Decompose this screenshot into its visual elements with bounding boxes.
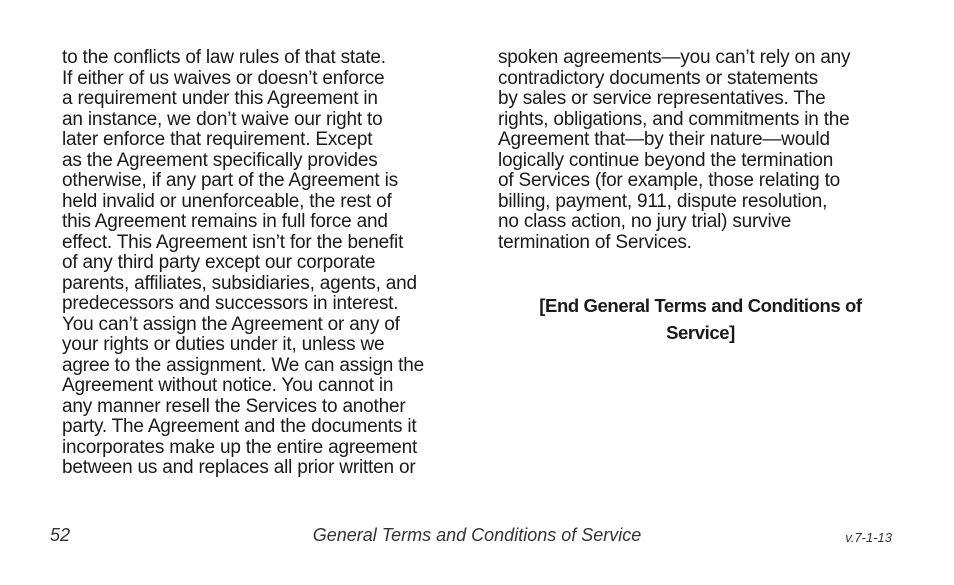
text-line: later enforce that requirement. Except bbox=[62, 129, 373, 150]
text-line: to the conflicts of law rules of that state. bbox=[62, 47, 386, 68]
text-line: of any third party except our corporate bbox=[62, 252, 376, 273]
text-line: termination of Services. bbox=[498, 231, 692, 253]
text-line: as the Agreement specifically provides bbox=[62, 149, 378, 171]
text-line: You can’t assign the Agreement or any of bbox=[62, 313, 400, 335]
text-line: rights, obligations, and commitments in the bbox=[498, 108, 850, 130]
page-number: 52 bbox=[50, 525, 71, 545]
text-line: spoken agreements—you can’t rely on any bbox=[498, 47, 851, 68]
end-section-heading bbox=[498, 292, 903, 346]
text-line: predecessors and successors in interest. bbox=[62, 293, 399, 314]
text-line: this Agreement remains in full force and bbox=[62, 211, 388, 232]
footer-title: General Terms and Conditions of Service bbox=[312, 525, 642, 545]
text-line: logically continue beyond the termination bbox=[498, 149, 834, 171]
text-line: incorporates make up the entire agreement bbox=[62, 436, 418, 458]
end-heading-line: [End General Terms and Conditions of bbox=[539, 295, 862, 316]
text-line: any manner resell the Services to another bbox=[62, 395, 406, 417]
text-line: Agreement that—by their nature—would bbox=[498, 129, 830, 150]
text-line: parents, affiliates, subsidiaries, agents, and bbox=[62, 272, 417, 294]
text-line: by sales or service representatives. The bbox=[498, 88, 826, 109]
text-line: your rights or duties under it, unless we bbox=[62, 334, 385, 355]
text-line: Agreement without notice. You cannot in bbox=[62, 375, 394, 396]
text-line: a requirement under this Agreement in bbox=[62, 88, 378, 109]
text-line: no class action, no jury trial) survive bbox=[498, 211, 792, 232]
text-line: effect. This Agreement isn’t for the benefit bbox=[62, 231, 404, 253]
text-line: If either of us waives or doesn’t enforce bbox=[62, 67, 385, 89]
text-line: otherwise, if any part of the Agreement is bbox=[62, 170, 398, 191]
text-line: an instance, we don’t waive our right to bbox=[62, 108, 383, 130]
version-label: v.7-1-13 bbox=[845, 530, 892, 545]
text-line: billing, payment, 911, dispute resolution, bbox=[498, 190, 828, 212]
left-text-column bbox=[62, 48, 472, 479]
text-line: held invalid or unenforceable, the rest of bbox=[62, 190, 392, 212]
end-heading-line: Service] bbox=[666, 322, 735, 343]
text-line: of Services (for example, those relating to bbox=[498, 170, 841, 191]
text-line: contradictory documents or statements bbox=[498, 67, 818, 89]
text-line: between us and replaces all prior written or bbox=[62, 457, 416, 478]
text-line: party. The Agreement and the documents it bbox=[62, 416, 417, 437]
text-line: agree to the assignment. We can assign the bbox=[62, 354, 424, 376]
right-text-column bbox=[498, 48, 908, 253]
